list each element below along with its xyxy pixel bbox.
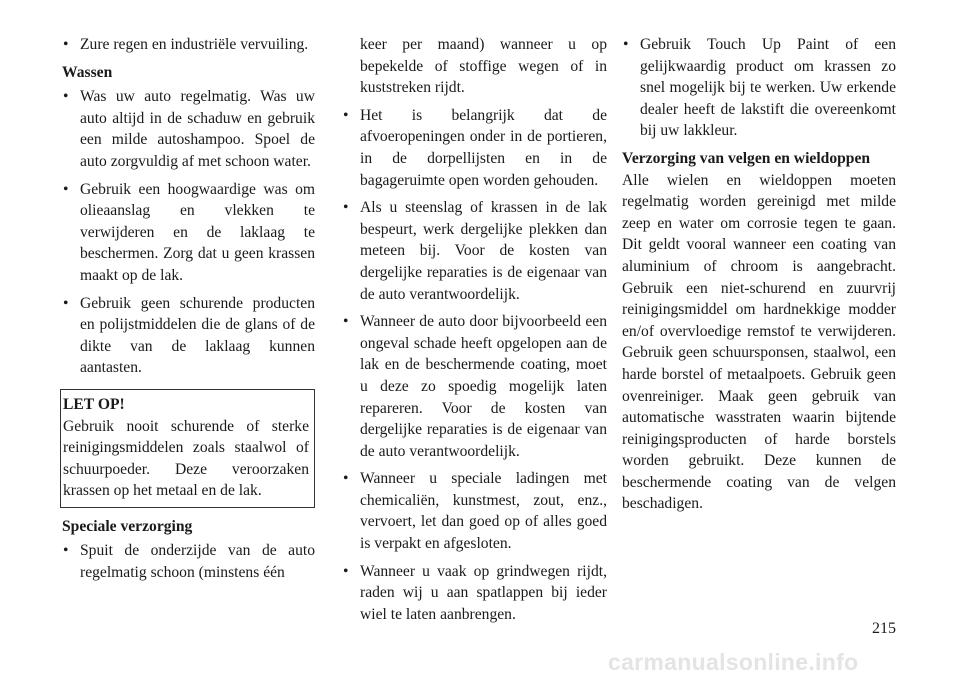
- column-2: [342, 34, 607, 631]
- section-heading-wassen: Wassen: [62, 63, 113, 81]
- list-item: • Wanneer u vaak op grindwegen rijdt, raden wij u aan spatlappen bij ieder wiel te laten aanbrengen.: [342, 561, 607, 626]
- list-item: • Zure regen en industriële vervuiling.: [62, 34, 315, 56]
- list-item-continuation: keer per maand) wanneer u op bepekelde of stoffige wegen of in kuststreken rijdt.: [360, 36, 607, 97]
- list-item: • Gebruik geen schurende producten en polijstmiddelen die de glans of de dikte van de laklaag kunnen aantasten.: [62, 293, 315, 379]
- bullet-list-wassen: [62, 86, 315, 379]
- list-item: • Wanneer u speciale ladingen met chemicaliën, kunstmest, zout, enz., vervoert, let dan goed op of alles goed is verpakt en afgesloten.: [342, 468, 607, 554]
- bullet-list-speciale: [62, 540, 315, 583]
- list-item: • Wanneer de auto door bijvoorbeeld een ongeval schade heeft opgelopen aan de lak en de beschermende coating, moet u deze zo spoedig mogelijk laten repareren. Voor de kosten van dergelijke reparaties is de eigenaar van de auto verantwoordelijk.: [342, 311, 607, 462]
- bullet-list-col3: [622, 34, 896, 142]
- list-item: • Gebruik een hoogwaardige was om olieaanslag en vlekken te verwijderen en de laklaag te beschermen. Zorg dat u geen krassen maakt op de lak.: [62, 179, 315, 287]
- caution-text: Gebruik nooit schurende of sterke reinigingsmiddelen zoals staalwol of schuurpoeder. Deze veroorzaken krassen op het metaal en de lak.: [63, 417, 309, 500]
- column-3: [622, 34, 896, 515]
- watermark-logo: carmanualsonline.info: [608, 649, 859, 675]
- caution-box: [60, 389, 315, 508]
- section-heading-speciale-verzorging: Speciale verzorging: [62, 517, 193, 535]
- paragraph-velgen: Alle wielen en wieldoppen moeten regelmatig worden gereinigd met milde zeep en water om corrosie tegen te gaan. Dit geldt vooral wanneer een coating van aluminium of chroom is aangebracht. Gebruik een niet-schurend en zuurvrij reinigingsmiddel om hardnekkige modder en/of overvloedige remstof te verwijderen. Gebruik geen schuursponsen, staalwol, een harde borstel of metaalpoets. Gebruik geen ovenreiniger. Maak geen gebruik van automatische wasstraten waarin bijtende reinigingsproducten of harde borstels worden gebruikt. Deze kunnen de beschermende coating van de velgen beschadigen.: [622, 171, 896, 513]
- section-heading-velgen: Verzorging van velgen en wieldoppen: [622, 149, 871, 167]
- column-1: [62, 34, 315, 590]
- list-item: • Het is belangrijk dat de afvoeropeningen onder in de portieren, in de dorpellijsten en in de bagageruimte open worden gehouden.: [342, 105, 607, 191]
- list-item: • Gebruik Touch Up Paint of een gelijkwaardig product om krassen zo snel mogelijk bij te werken. Uw erkende dealer heeft de lakstift die overeenkomt bij uw lakkleur.: [622, 34, 896, 142]
- caution-title: LET OP!: [63, 395, 125, 413]
- bullet-list-col2: [342, 34, 607, 625]
- list-item: • Was uw auto regelmatig. Was uw auto altijd in de schaduw en gebruik een milde autoshampoo. Spoel de auto zorgvuldig af met schoon water.: [62, 86, 315, 172]
- list-item: • Spuit de onderzijde van de auto regelmatig schoon (minstens één: [62, 540, 315, 583]
- list-item: • Als u steenslag of krassen in de lak bespeurt, werk dergelijke plekken dan meteen bij. Voor de kosten van dergelijke reparaties is de eigenaar van de auto verantwoordelijk.: [342, 197, 607, 305]
- bullet-list-top: [62, 34, 315, 56]
- page-number: 215: [872, 620, 896, 637]
